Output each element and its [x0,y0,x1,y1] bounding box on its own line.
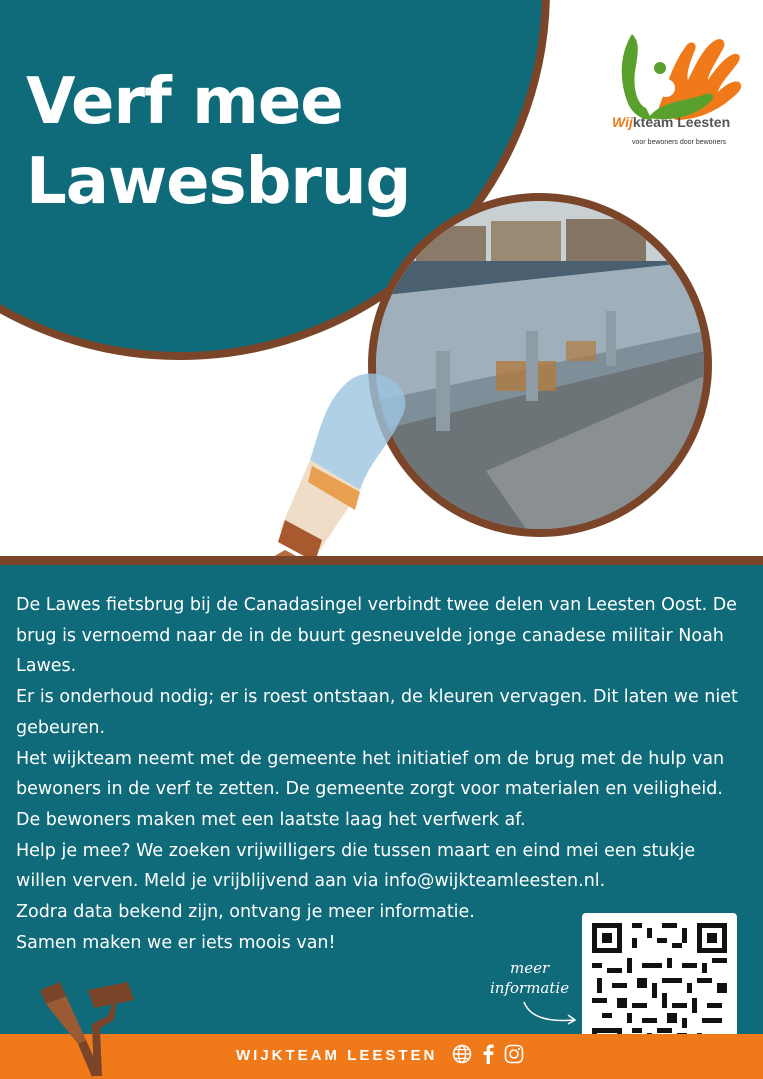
paragraph-intro: De Lawes fietsbrug bij de Canadasingel verbindt twee delen van Leesten Oost. De brug is vernoemd naar de in de buurt gesneuvelde jonge canadese militair Noah Lawes. [16,595,737,677]
globe-icon[interactable] [452,1044,472,1064]
footer-name: WIJKTEAM LEESTEN [236,1047,438,1064]
paragraph-volunteers: Help je mee? We zoeken vrijwilligers die tussen maart en eind mei een stukje willen verven. Meld je vrijblijvend aan via info@wijkteamleesten.nl. [16,840,696,892]
paragraph-closing: Samen maken we er iets moois van! [16,932,336,953]
logo-tagline: voor bewoners door bewoners [632,139,727,146]
instagram-icon[interactable] [504,1044,524,1064]
paintbrush-icon [210,350,450,590]
social-icons [452,1044,524,1064]
paint-tools-icon [30,980,140,1079]
paragraph-dates: Zodra data bekend zijn, ontvang je meer informatie. [16,902,475,923]
qr-caption: meer informatie [490,959,570,997]
paragraph-maintenance: Er is onderhoud nodig; er is roest ontstaan, de kleuren vervagen. Dit laten we niet gebeuren. [16,687,738,738]
page-title: Verf mee Lawesbrug [26,65,411,219]
body-text [16,590,751,958]
logo-name: Wijkteam Leesten [612,114,731,130]
facebook-icon[interactable] [482,1044,494,1064]
paragraph-initiative: Het wijkteam neemt met de gemeente het initiatief om de brug met de hulp van bewoners in de verf te zetten. De gemeente zorgt voor materialen en veiligheid. De bewoners maken met een laatste laag het verfwerk af. [16,748,725,830]
arrow-icon [520,996,580,1026]
